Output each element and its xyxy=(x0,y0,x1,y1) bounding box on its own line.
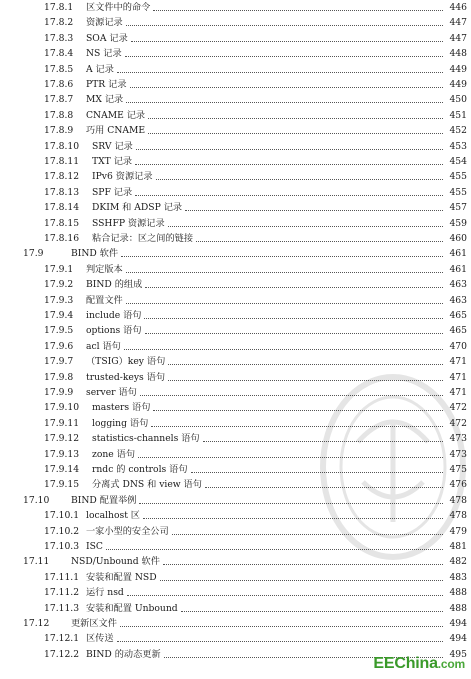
toc-entry-number: 17.8.7 xyxy=(44,94,74,106)
toc-entry-title: BIND 的组成 xyxy=(86,279,143,291)
toc-dot-leader xyxy=(131,41,443,42)
toc-entry-title: SOA 记录 xyxy=(86,32,128,44)
toc-entry-number: 17.9.2 xyxy=(44,279,74,291)
toc-entry[interactable] xyxy=(0,216,471,231)
toc-dot-leader xyxy=(156,179,443,180)
toc-entry-page: 473 xyxy=(449,433,467,445)
toc-entry-title: options 语句 xyxy=(86,325,142,337)
toc-entry-number: 17.10.2 xyxy=(44,525,80,537)
toc-dot-leader xyxy=(126,102,443,103)
toc-dot-leader xyxy=(145,287,443,288)
toc-dot-leader xyxy=(135,195,443,196)
toc-entry[interactable] xyxy=(0,154,471,169)
toc-entry-title: ISC xyxy=(86,541,103,552)
toc-entry-page: 448 xyxy=(449,48,467,60)
toc-entry[interactable] xyxy=(0,570,471,585)
toc-entry-title: 判定版本 xyxy=(86,263,123,275)
toc-entry-page: 450 xyxy=(449,94,467,106)
toc-entry-number: 17.8.4 xyxy=(44,48,74,60)
toc-entry-page: 465 xyxy=(449,325,467,337)
toc-entry-number: 17.12 xyxy=(23,618,50,629)
toc-entry-page: 461 xyxy=(449,263,467,275)
toc-entry-number: 17.8.3 xyxy=(44,32,74,44)
toc-dot-leader xyxy=(126,272,443,273)
toc-entry-page: 479 xyxy=(449,525,467,537)
toc-dot-leader xyxy=(126,25,443,26)
toc-dot-leader xyxy=(117,72,443,73)
toc-entry-title: BIND 配置举例 xyxy=(71,494,137,506)
toc-entry-page: 482 xyxy=(449,556,467,568)
toc-dot-leader xyxy=(168,364,443,365)
toc-entry-page: 478 xyxy=(449,494,467,506)
toc-entry[interactable] xyxy=(0,308,471,323)
toc-entry-number: 17.9.4 xyxy=(44,310,74,321)
toc-entry[interactable] xyxy=(0,246,471,261)
toc-entry-title: 安装和配置 Unbound xyxy=(86,602,178,614)
toc-dot-leader xyxy=(144,318,443,319)
toc-dot-leader xyxy=(136,149,443,150)
toc-entry-page: 460 xyxy=(449,233,467,244)
toc-entry-title: 一家小型的安全公司 xyxy=(86,525,169,537)
toc-entry[interactable] xyxy=(0,277,471,292)
toc-entry-number: 17.8.10 xyxy=(44,140,80,152)
toc-entry-page: 455 xyxy=(449,186,467,198)
toc-dot-leader xyxy=(124,349,443,350)
toc-entry-page: 471 xyxy=(449,387,467,398)
toc-entry-title: NS 记录 xyxy=(86,48,122,60)
site-brand-logo xyxy=(373,655,465,673)
toc-entry-page: 472 xyxy=(449,402,467,414)
toc-entry-title: BIND 的动态更新 xyxy=(86,648,161,660)
toc-entry-number: 17.9 xyxy=(23,248,44,260)
toc-entry-number: 17.9.8 xyxy=(44,371,74,383)
toc-entry-title: IPv6 资源记录 xyxy=(92,171,153,183)
toc-entry[interactable] xyxy=(0,123,471,138)
toc-dot-leader xyxy=(168,226,443,227)
toc-entry-page: 494 xyxy=(449,633,467,645)
toc-entry-number: 17.9.13 xyxy=(44,448,80,460)
toc-entry-number: 17.11.2 xyxy=(44,587,80,599)
toc-entry-title: zone 语句 xyxy=(92,448,136,460)
toc-entry-page: 478 xyxy=(449,510,467,522)
toc-entry[interactable] xyxy=(0,15,471,30)
toc-entry-number: 17.8.13 xyxy=(44,186,80,198)
toc-entry-number: 17.9.3 xyxy=(44,294,74,306)
toc-entry-title: 安装和配置 NSD xyxy=(86,571,157,583)
toc-entry[interactable] xyxy=(0,601,471,616)
toc-entry-title: DKIM 和 ADSP 记录 xyxy=(92,202,183,214)
toc-entry[interactable] xyxy=(0,108,471,123)
toc-entry-number: 17.8.2 xyxy=(44,17,74,29)
toc-entry-number: 17.9.10 xyxy=(44,402,80,414)
toc-dot-leader xyxy=(148,133,443,134)
toc-entry-title: include 语句 xyxy=(86,310,142,321)
toc-entry[interactable] xyxy=(0,231,471,246)
toc-entry-page: 459 xyxy=(449,217,467,229)
toc-entry-title: acl 语句 xyxy=(86,340,121,352)
toc-entry-number: 17.9.14 xyxy=(44,464,80,475)
toc-entry[interactable] xyxy=(0,585,471,600)
toc-entry-number: 17.8.15 xyxy=(44,217,80,229)
toc-entry-number: 17.8.16 xyxy=(44,233,80,244)
toc-entry-page: 471 xyxy=(449,371,467,383)
toc-entry-title: PTR 记录 xyxy=(86,79,127,90)
toc-entry-number: 17.9.12 xyxy=(44,433,80,445)
toc-entry-title: localhost 区 xyxy=(86,510,140,522)
toc-entry-page: 449 xyxy=(449,63,467,75)
toc-entry-number: 17.11 xyxy=(23,556,50,568)
toc-entry-number: 17.12.2 xyxy=(44,648,80,660)
toc-dot-leader xyxy=(160,580,443,581)
toc-entry-page: 494 xyxy=(449,618,467,629)
toc-entry-page: 472 xyxy=(449,417,467,429)
toc-entry-title: 分离式 DNS 和 view 语句 xyxy=(92,479,202,491)
toc-entry-page: 452 xyxy=(449,125,467,137)
toc-entry[interactable] xyxy=(0,139,471,154)
toc-entry-number: 17.8.8 xyxy=(44,109,74,121)
toc-dot-leader xyxy=(121,256,443,257)
toc-entry[interactable] xyxy=(0,323,471,338)
toc-entry[interactable] xyxy=(0,77,471,92)
toc-entry-title: 配置文件 xyxy=(86,294,123,306)
toc-entry-number: 17.10.3 xyxy=(44,541,80,552)
toc-entry-page: 488 xyxy=(449,587,467,599)
toc-dot-leader xyxy=(153,10,443,11)
toc-entry[interactable] xyxy=(0,262,471,277)
toc-dot-leader xyxy=(127,595,443,596)
toc-dot-leader xyxy=(185,210,443,211)
toc-entry-number: 17.8.6 xyxy=(44,79,74,90)
toc-dot-leader xyxy=(125,56,443,57)
toc-entry-page: 465 xyxy=(449,310,467,321)
toc-dot-leader xyxy=(120,626,443,627)
toc-entry-title: MX 记录 xyxy=(86,94,124,106)
toc-entry[interactable] xyxy=(0,339,471,354)
toc-entry-number: 17.9.11 xyxy=(44,417,80,429)
toc-entry-number: 17.8.11 xyxy=(44,156,80,167)
toc-entry-title: server 语句 xyxy=(86,387,137,398)
toc-dot-leader xyxy=(148,118,443,119)
toc-entry-title: （TSIG）key 语句 xyxy=(86,356,166,368)
toc-entry-title: rndc 的 controls 语句 xyxy=(92,464,188,475)
toc-entry-title: 区文件中的命令 xyxy=(86,2,151,13)
toc-dot-leader xyxy=(196,241,443,242)
toc-entry-number: 17.10.1 xyxy=(44,510,80,522)
toc-entry-number: 17.8.9 xyxy=(44,125,74,137)
toc-entry-page: 455 xyxy=(449,171,467,183)
toc-entry-number: 17.9.5 xyxy=(44,325,74,337)
toc-entry-number: 17.10 xyxy=(23,494,50,506)
toc-entry-title: statistics-channels 语句 xyxy=(92,433,200,445)
toc-entry-number: 17.8.5 xyxy=(44,63,74,75)
toc-entry-title: 更新区文件 xyxy=(71,618,117,629)
toc-entry-number: 17.11.1 xyxy=(44,571,80,583)
toc-entry-number: 17.11.3 xyxy=(44,602,80,614)
toc-entry[interactable] xyxy=(0,616,471,631)
toc-entry-page: 488 xyxy=(449,602,467,614)
toc-entry-page: 446 xyxy=(449,2,467,13)
toc-entry[interactable] xyxy=(0,169,471,184)
toc-entry[interactable] xyxy=(0,62,471,77)
toc-entry-number: 17.8.1 xyxy=(44,2,74,13)
toc-entry-page: 463 xyxy=(449,279,467,291)
toc-entry-page: 483 xyxy=(449,571,467,583)
toc-entry-title: SSHFP 资源记录 xyxy=(92,217,165,229)
toc-entry[interactable] xyxy=(0,31,471,46)
toc-entry-number: 17.9.9 xyxy=(44,387,74,398)
toc-entry[interactable] xyxy=(0,354,471,369)
toc-entry-title: trusted-keys 语句 xyxy=(86,371,166,383)
toc-entry-page: 471 xyxy=(449,356,467,368)
toc-entry-title: 粘合记录：区之间的链接 xyxy=(92,233,194,244)
toc-entry-page: 481 xyxy=(449,541,467,552)
toc-entry-page: 495 xyxy=(449,648,467,660)
toc-dot-leader xyxy=(145,333,443,334)
toc-entry[interactable] xyxy=(0,92,471,107)
toc-entry-number: 17.12.1 xyxy=(44,633,80,645)
toc-dot-leader xyxy=(117,641,443,642)
toc-entry-page: 447 xyxy=(449,17,467,29)
toc-entry-number: 17.9.15 xyxy=(44,479,80,491)
brand-domain: .com xyxy=(437,657,465,671)
toc-entry[interactable] xyxy=(0,200,471,215)
toc-entry-page: 461 xyxy=(449,248,467,260)
toc-entry-title: 巧用 CNAME xyxy=(86,125,146,137)
toc-entry-title: 区传送 xyxy=(86,633,114,645)
toc-entry-page: 447 xyxy=(449,32,467,44)
toc-entry-page: 457 xyxy=(449,202,467,214)
toc-entry-title: SPF 记录 xyxy=(92,186,133,198)
toc-entry-title: A 记录 xyxy=(86,63,114,75)
toc-entry-page: 475 xyxy=(449,464,467,475)
toc-entry[interactable] xyxy=(0,46,471,61)
toc-entry-title: SRV 记录 xyxy=(92,140,133,152)
toc-entry-number: 17.8.14 xyxy=(44,202,80,214)
toc-entry-title: 运行 nsd xyxy=(86,587,124,599)
seal-watermark-icon xyxy=(318,372,468,562)
toc-entry-title: masters 语句 xyxy=(92,402,151,414)
toc-entry-title: 资源记录 xyxy=(86,17,123,29)
toc-entry-page: 453 xyxy=(449,140,467,152)
toc-dot-leader xyxy=(163,564,443,565)
toc-entry-title: NSD/Unbound 软件 xyxy=(71,556,160,568)
toc-entry-title: TXT 记录 xyxy=(92,156,133,167)
toc-dot-leader xyxy=(181,611,443,612)
toc-entry-number: 17.8.12 xyxy=(44,171,80,183)
toc-entry-page: 476 xyxy=(449,479,467,491)
toc-entry[interactable] xyxy=(0,293,471,308)
toc-entry-title: BIND 软件 xyxy=(71,248,119,260)
toc-entry[interactable] xyxy=(0,185,471,200)
toc-entry-page: 451 xyxy=(449,109,467,121)
toc-entry-number: 17.9.6 xyxy=(44,340,74,352)
toc-dot-leader xyxy=(135,164,443,165)
toc-entry-page: 449 xyxy=(449,79,467,90)
toc-entry-page: 470 xyxy=(449,340,467,352)
toc-entry-number: 17.9.7 xyxy=(44,356,74,368)
toc-entry-page: 473 xyxy=(449,448,467,460)
toc-entry-number: 17.9.1 xyxy=(44,263,74,275)
toc-entry[interactable] xyxy=(0,631,471,646)
toc-entry-title: CNAME 记录 xyxy=(86,109,146,121)
toc-entry-page: 463 xyxy=(449,294,467,306)
toc-entry-page: 454 xyxy=(449,156,467,167)
brand-name: EEChina xyxy=(373,655,438,672)
toc-entry-title: logging 语句 xyxy=(92,417,149,429)
toc-entry[interactable] xyxy=(0,0,471,15)
toc-dot-leader xyxy=(126,303,443,304)
toc-dot-leader xyxy=(130,87,443,88)
